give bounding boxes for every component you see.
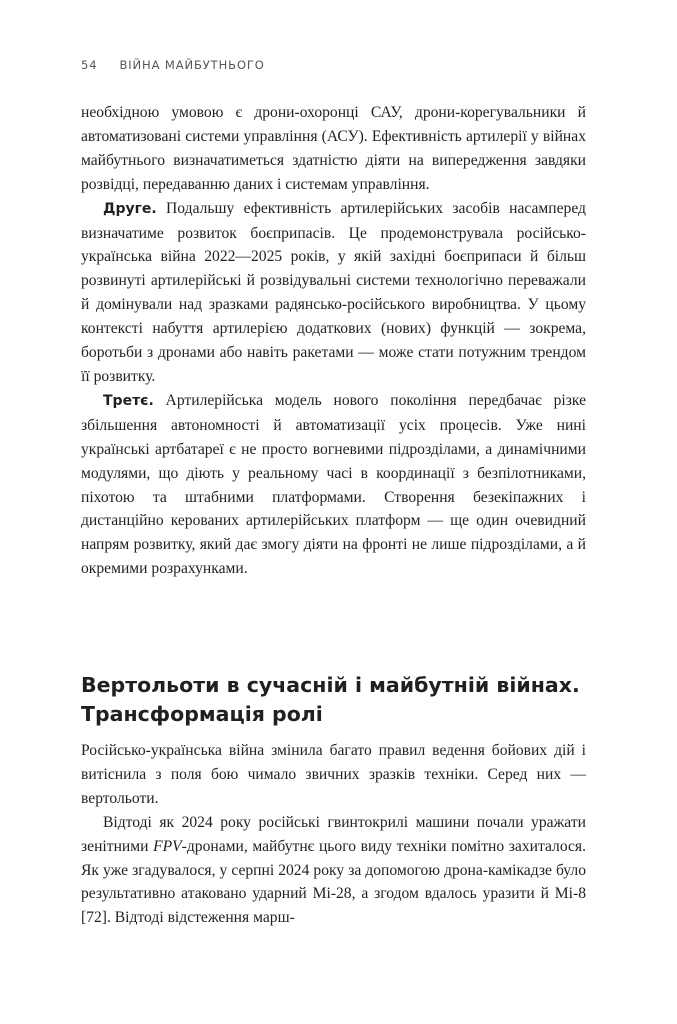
fpv-term: FPV	[153, 837, 182, 855]
paragraph-third-text: Артилерійська модель нового покоління передбачає різке збільшення автономності й автоматизації усіх процесів. Уже нині українські артбатареї є не просто вогневими підрозділами, а динамічними модулями, що діють у реальному часі в координації з безпілотниками, піхотою та штабними платформами. Створення безекіпажних і дистанційно керованих артилерійських платформ — ще один очевидний напрям розвитку, який дає змогу діяти на фронті не лише підрозділами, а й окремими розрахунками.	[81, 391, 586, 578]
section-paragraph-1: Російсько-українська війна змінила багато правил ведення бойових дій і витіснила з поля бою чимало звичних зразків техніки. Серед них — вертольоти.	[81, 742, 586, 807]
paragraph-third	[81, 389, 586, 581]
paragraph-second	[81, 197, 586, 389]
paragraph-second-text: Подальшу ефективність артилерійських засобів насамперед визначатиме розвиток боєприпасів. Це продемонструвала російсько-українська війна 2022—2025 років, у якій західні боєприпаси й більш розвинуті артилерійські й розвідувальні системи технологічно переважали й домінували над зразками радянсько-російського виробництва. У цьому контексті набуття артилерією додаткових (нових) функцій — зокрема, боротьби з дронами або навіть ракетами — може стати потужним трендом її розвитку.	[81, 199, 586, 385]
section-paragraph-2-start: Відтоді як 2024 року російські гвинтокрилі машини почали уражати зенітними	[81, 813, 586, 855]
lead-word-third: Третє.	[103, 392, 154, 409]
running-header	[81, 58, 265, 72]
section-paragraph-2	[81, 811, 586, 931]
lead-word-second: Друге.	[103, 200, 157, 217]
paragraph-continuation: необхідною умовою є дрони-охоронці САУ, дрони-корегувальники й автоматизовані системи управління (АСУ). Ефективність артилерії у війнах майбутнього визначатиметься здатністю діяти на випередження завдяки розвідці, передаванню даних і системам управління.	[81, 104, 586, 193]
body-text-top	[81, 101, 586, 581]
page-number: 54	[81, 58, 98, 72]
section-heading	[81, 671, 586, 729]
section-heading-line-2: Трансформація ролі	[81, 702, 323, 726]
section-heading-line-1: Вертольоти в сучасній і майбутній війнах.	[81, 673, 580, 697]
running-title: ВІЙНА МАЙБУТНЬОГО	[119, 58, 265, 72]
section-paragraph-2-end: -дронами, майбутнє цього виду техніки помітно захиталося. Як уже згадувалося, у серпні 2024 року за допомогою дрона-камікадзе було результативно атаковано ударний Мі-28, а згодом вдалось уразити й Мі-8 [72]. Відтоді відстеження марш-	[81, 837, 586, 927]
body-text-section	[81, 739, 586, 930]
